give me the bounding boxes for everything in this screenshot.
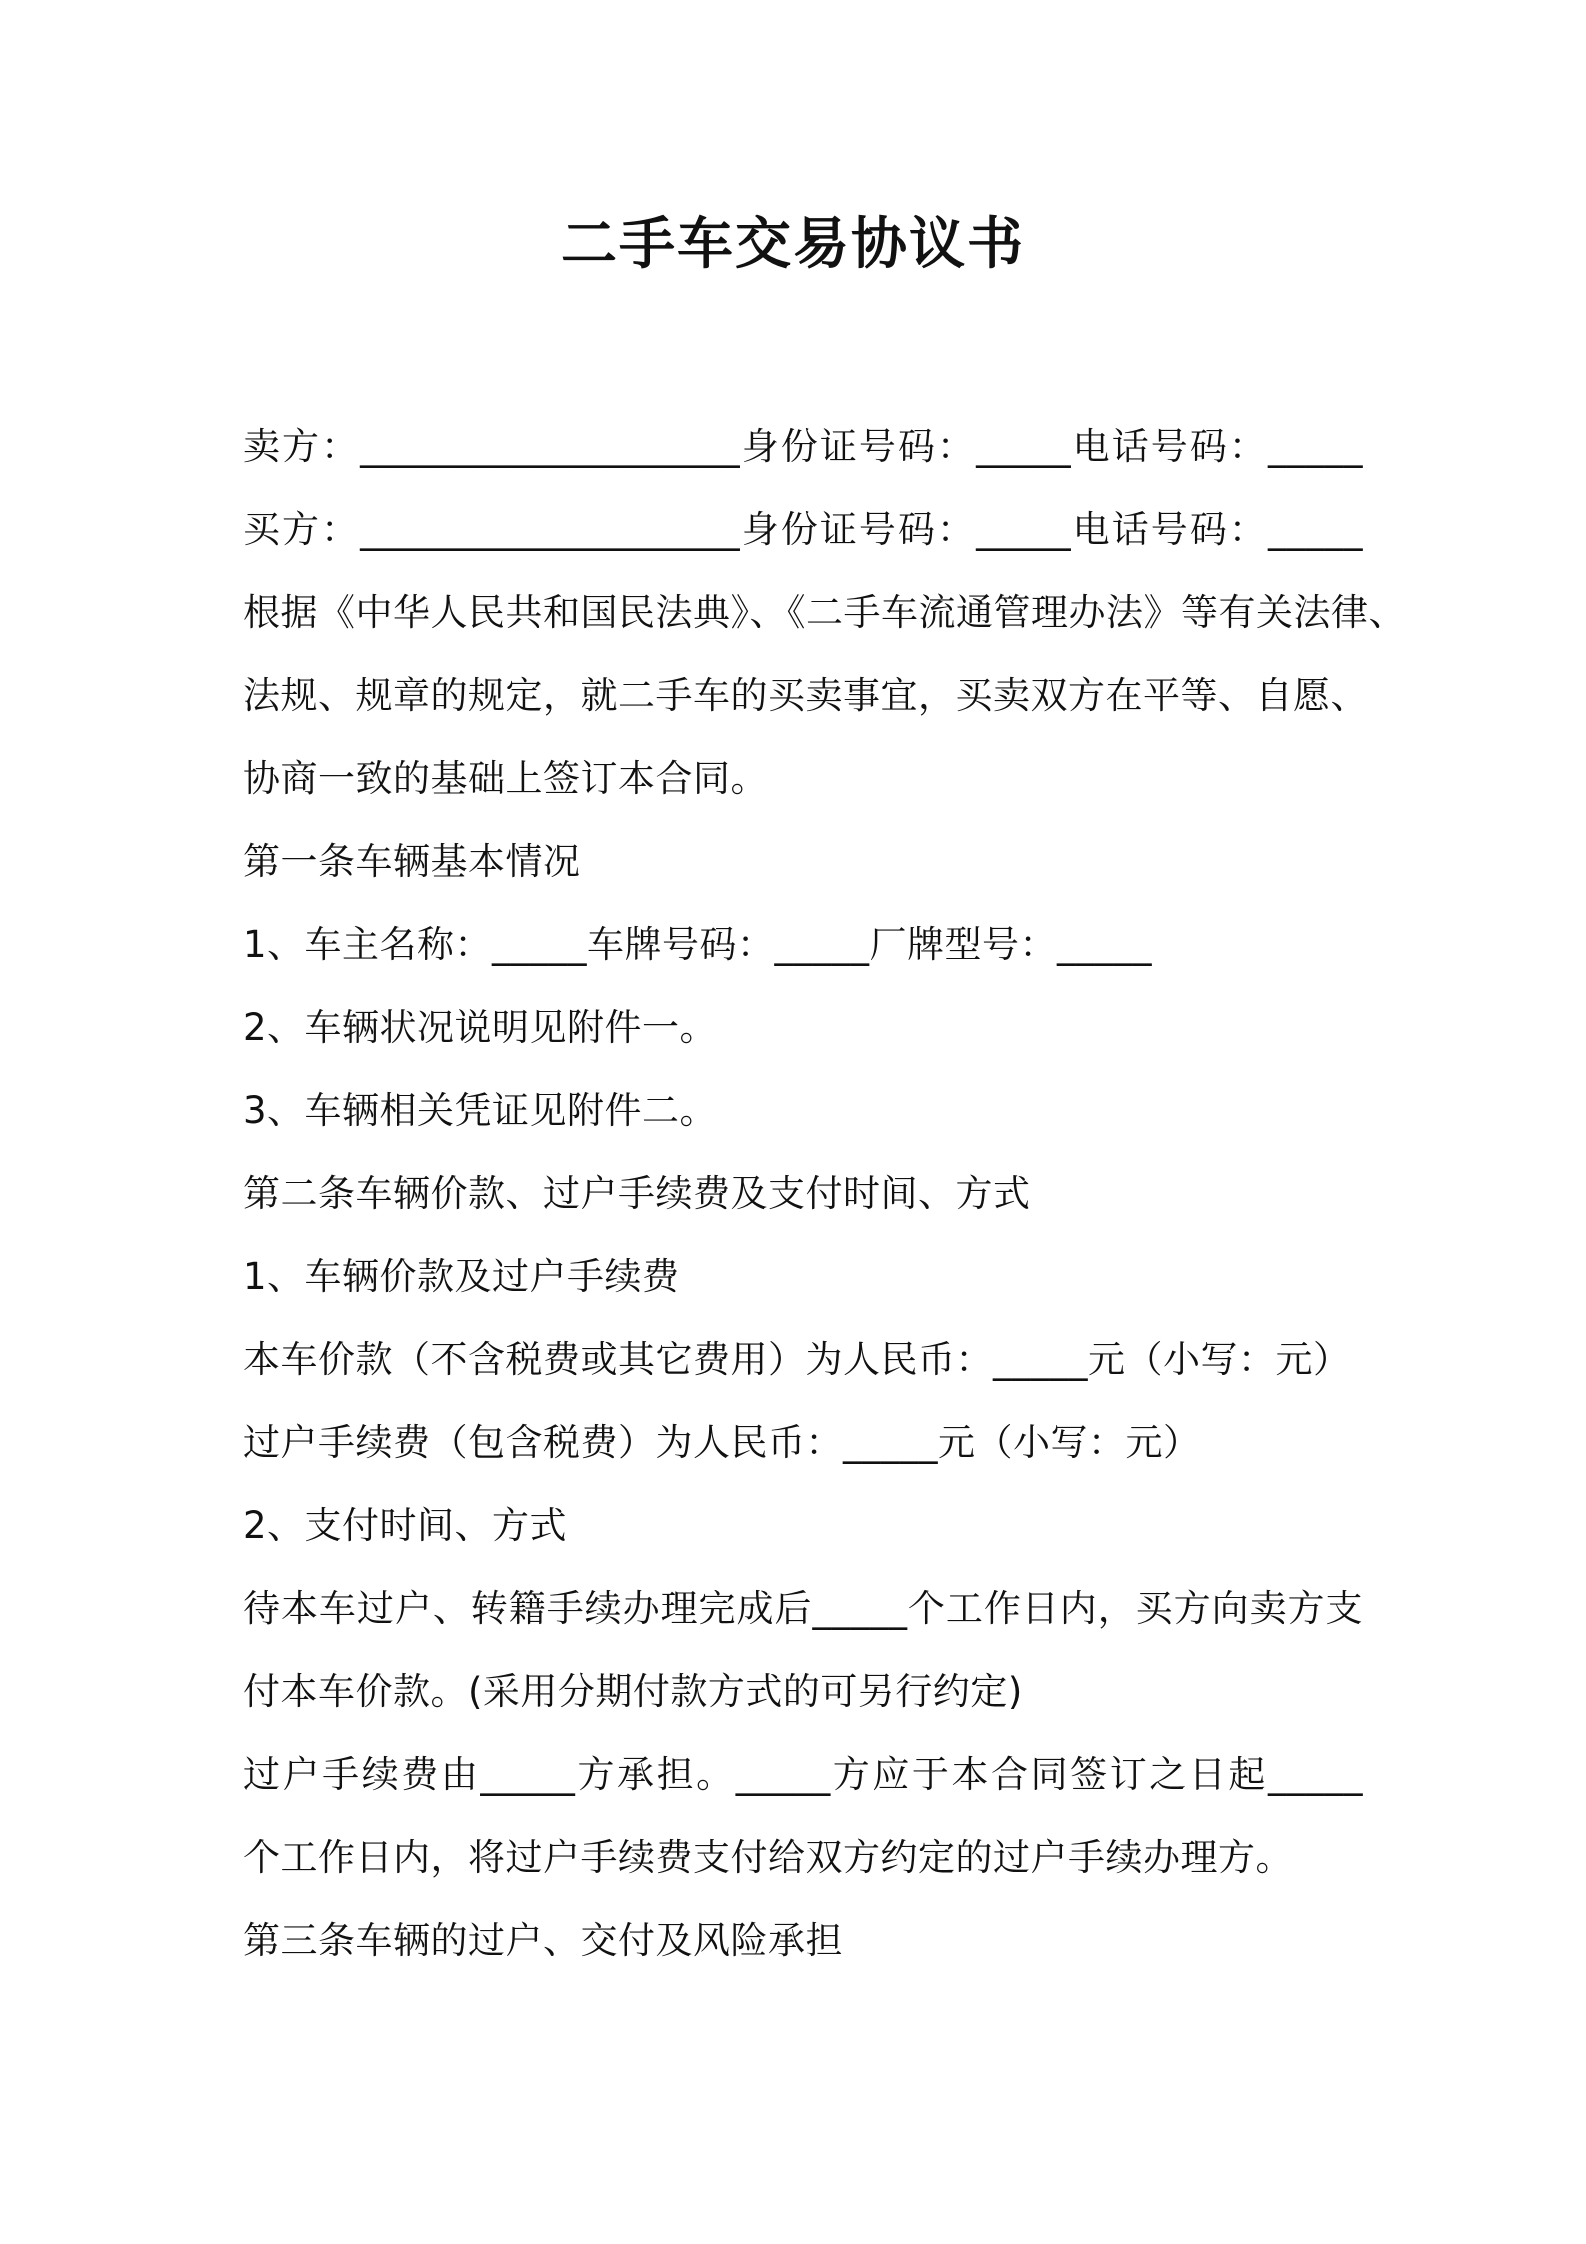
section-heading: 第一条车辆基本情况 <box>243 840 581 883</box>
clause-item: 2、车辆状况说明见附件一。 <box>243 1006 718 1049</box>
paragraph-line: 根据《中华人民共和国民法典》、《二手车流通管理办法》等有关法律、 <box>243 591 1406 634</box>
document-title: 二手车交易协议书 <box>561 212 1025 277</box>
paragraph-line: 待本车过户、转籍手续办理完成后_____个工作日内，买方向卖方支 <box>243 1587 1363 1630</box>
paragraph-line: 本车价款（不含税费或其它费用）为人民币：_____元（小写：元） <box>243 1338 1351 1381</box>
seller-line: 卖方：____________________身份证号码：_____电话号码：_____ <box>243 425 1363 468</box>
clause-item: 2、支付时间、方式 <box>243 1504 568 1547</box>
clause-item: 3、车辆相关凭证见附件二。 <box>243 1089 718 1132</box>
clause-item: 1、车辆价款及过户手续费 <box>243 1255 680 1298</box>
section-heading: 第二条车辆价款、过户手续费及支付时间、方式 <box>243 1172 1031 1215</box>
paragraph-line: 付本车价款。(采用分期付款方式的可另行约定) <box>243 1670 1023 1713</box>
document-body <box>243 405 1406 1982</box>
paragraph-line: 个工作日内，将过户手续费支付给双方约定的过户手续办理方。 <box>243 1836 1293 1879</box>
paragraph-line: 过户手续费（包含税费）为人民币：_____元（小写：元） <box>243 1421 1201 1464</box>
paragraph-line: 法规、规章的规定，就二手车的买卖事宜，买卖双方在平等、自愿、 <box>243 674 1368 717</box>
paragraph-line: 协商一致的基础上签订本合同。 <box>243 757 768 800</box>
clause-item: 1、车主名称：_____车牌号码：_____厂牌型号：_____ <box>243 923 1153 966</box>
paragraph-line: 过户手续费由_____方承担。_____方应于本合同签订之日起_____ <box>243 1753 1363 1796</box>
section-heading: 第三条车辆的过户、交付及风险承担 <box>243 1919 843 1962</box>
buyer-line: 买方：____________________身份证号码：_____电话号码：_____ <box>243 508 1363 551</box>
